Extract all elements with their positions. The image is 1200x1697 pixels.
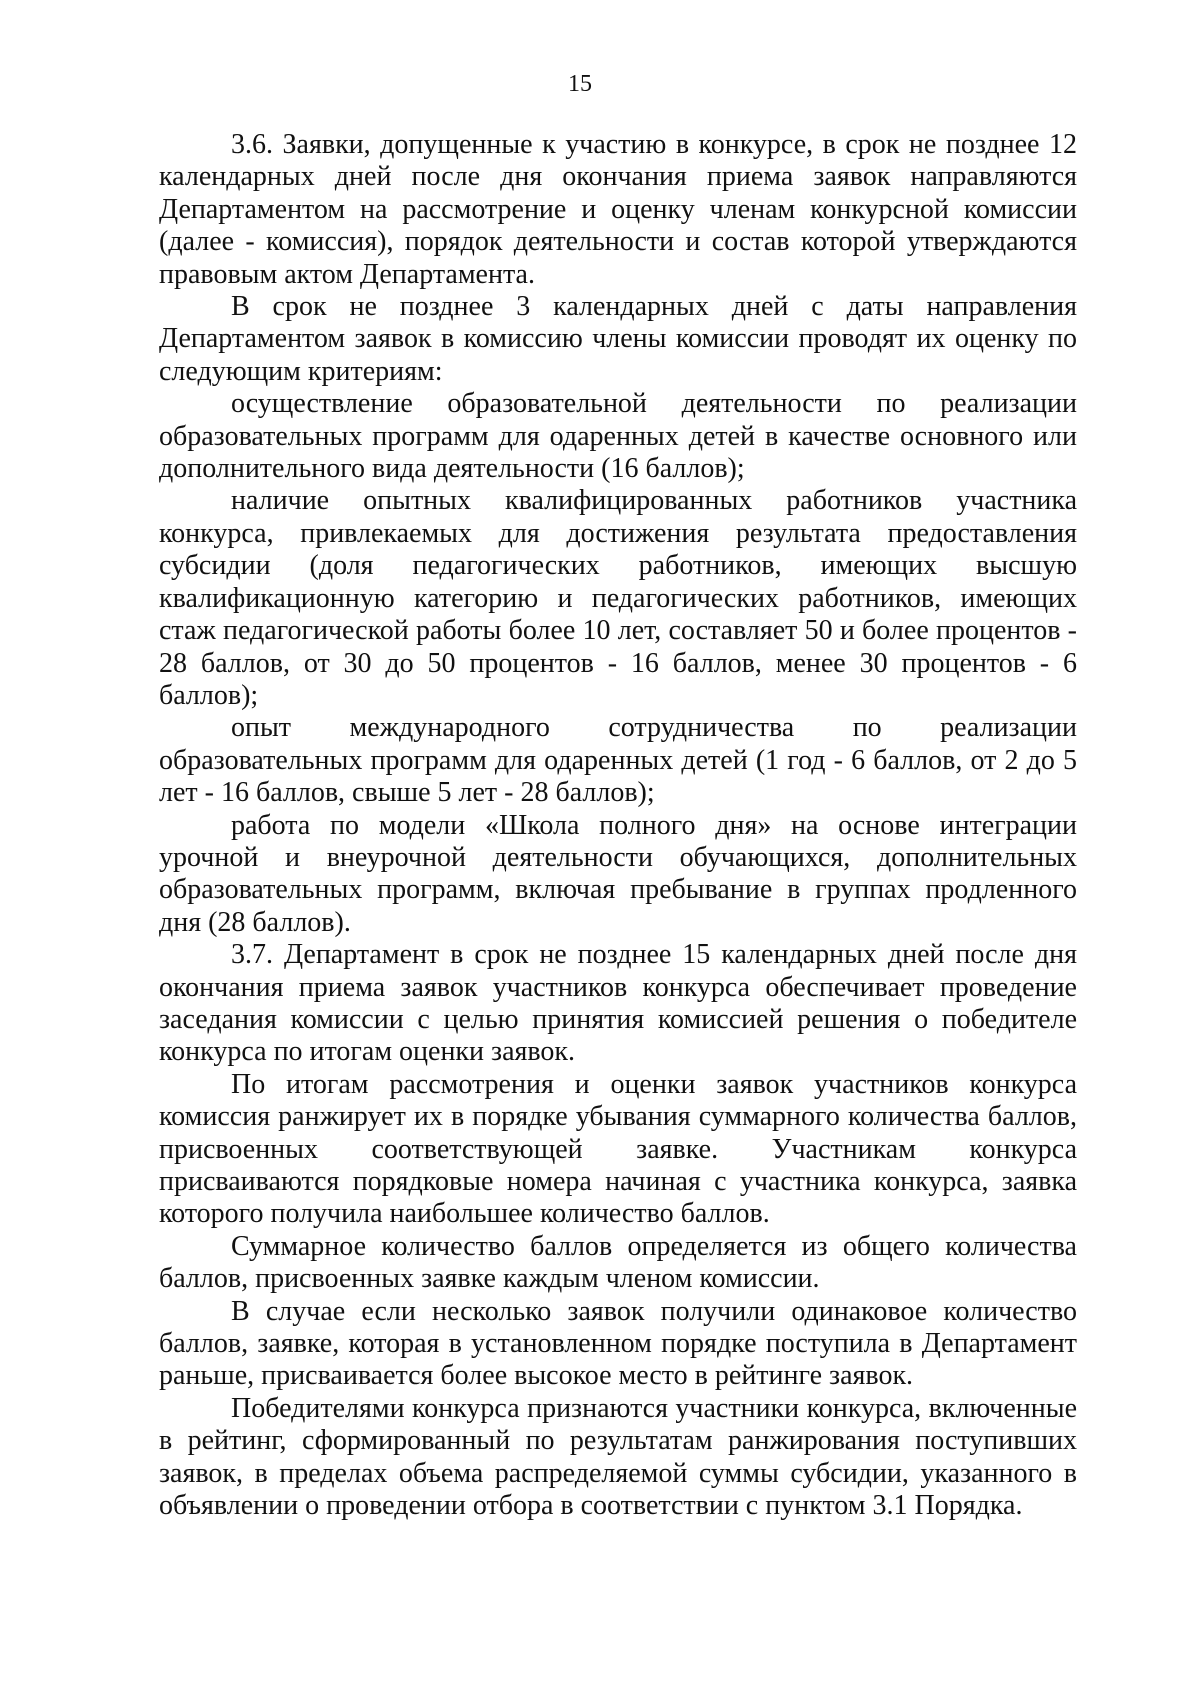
paragraph-ranking: По итогам рассмотрения и оценки заявок участников конкурса комиссия ранжирует их в порядке убывания суммарного количества баллов, присвоенных соответствующей заявке. Участникам конкурса присваиваются порядковые номера начиная с участника конкурса, заявка которого получила наибольшее количество баллов. bbox=[159, 1068, 1077, 1230]
paragraph-tie-break: В случае если несколько заявок получили одинаковое количество баллов, заявке, которая в установленном порядке поступила в Департамент раньше, присваивается более высокое место в рейтинге заявок. bbox=[159, 1295, 1077, 1392]
criterion-educational-activity: осуществление образовательной деятельности по реализации образовательных программ для одаренных детей в качестве основного или дополнительного вида деятельности (16 баллов); bbox=[159, 388, 1077, 485]
paragraph-total-score: Суммарное количество баллов определяется из общего количества баллов, присвоенных заявке каждым членом комиссии. bbox=[159, 1230, 1077, 1295]
paragraph-3-6: 3.6. Заявки, допущенные к участию в конкурсе, в срок не позднее 12 календарных дней после дня окончания приема заявок направляются Департаментом на рассмотрение и оценку членам конкурсной комиссии (далее - комиссия), порядок деятельности и состав которой утверждаются правовым актом Департамента. bbox=[159, 129, 1077, 290]
paragraph-3-7: 3.7. Департамент в срок не позднее 15 календарных дней после дня окончания приема заявок участников конкурса обеспечивает проведение заседания комиссии с целью принятия комиссией решения о победителе конкурса по итогам оценки заявок. bbox=[159, 939, 1077, 1068]
criterion-international-cooperation: опыт международного сотрудничества по реализации образовательных программ для одаренных детей (1 год - 6 баллов, от 2 до 5 лет - 16 баллов, свыше 5 лет - 28 баллов); bbox=[159, 712, 1077, 809]
page-number: 15 bbox=[568, 71, 592, 97]
document-body bbox=[159, 129, 1077, 1522]
criterion-full-day-school: работа по модели «Школа полного дня» на основе интеграции урочной и внеурочной деятельности обучающихся, дополнительных образовательных программ, включая пребывание в группах продленного дня (28 баллов). bbox=[159, 809, 1077, 938]
paragraph-evaluation-deadline: В срок не позднее 3 календарных дней с даты направления Департаментом заявок в комиссию члены комиссии проводят их оценку по следующим критериям: bbox=[159, 291, 1077, 387]
paragraph-winners: Победителями конкурса признаются участники конкурса, включенные в рейтинг, сформированный по результатам ранжирования поступивших заявок, в пределах объема распределяемой суммы субсидии, указанного в объявлении о проведении отбора в соответствии с пунктом 3.1 Порядка. bbox=[159, 1392, 1077, 1522]
criterion-qualified-staff: наличие опытных квалифицированных работников участника конкурса, привлекаемых для достижения результата предоставления субсидии (доля педагогических работников, имеющих высшую квалификационную категорию и педагогических работников, имеющих стаж педагогической работы более 10 лет, составляет 50 и более процентов - 28 баллов, от 30 до 50 процентов - 16 баллов, менее 30 процентов - 6 баллов); bbox=[159, 485, 1077, 711]
